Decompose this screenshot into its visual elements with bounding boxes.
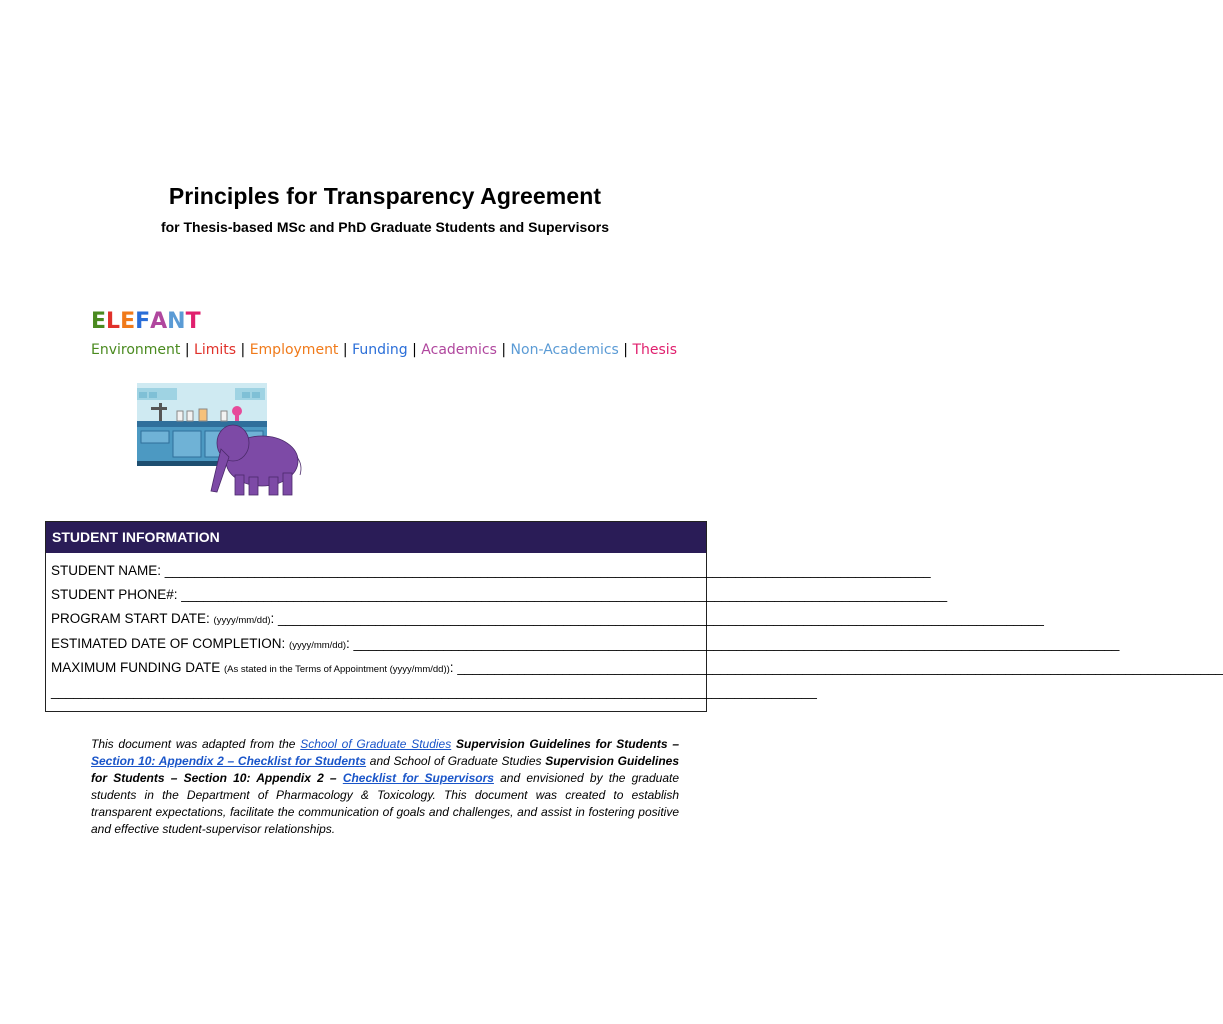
elefant-item: Academics <box>421 342 497 358</box>
student-phone-field[interactable]: STUDENT PHONE#: ______________________________________________________________________________________________________ <box>51 587 948 602</box>
elefant-item: Environment <box>91 342 181 358</box>
checklist-for-students-link[interactable]: Section 10: Appendix 2 – Checklist for Students <box>91 754 367 768</box>
elefant-separator: | <box>496 342 511 358</box>
elefant-separator: | <box>407 342 422 358</box>
elefant-separator: | <box>618 342 633 358</box>
elefant-letter: A <box>150 309 168 334</box>
elefant-letter: E <box>91 309 107 334</box>
lab-elephant-illustration <box>137 383 307 498</box>
program-start-date-field[interactable]: PROGRAM START DATE: (yyyy/mm/dd): ______________________________________________________________________________________________________ <box>51 611 1044 626</box>
document-title: Principles for Transparency Agreement <box>168 183 602 209</box>
elefant-separator: | <box>180 342 195 358</box>
document-subtitle: for Thesis-based MSc and PhD Graduate Students and Supervisors <box>160 219 610 235</box>
elefant-separator: | <box>338 342 353 358</box>
elefant-item: Limits <box>194 342 237 358</box>
elefant-item: Thesis <box>632 342 677 358</box>
elefant-acronym <box>91 309 201 334</box>
additional-blank-line[interactable]: ______________________________________________________________________________________________________ <box>51 684 817 699</box>
school-of-graduate-studies-link[interactable]: School of Graduate Studies <box>300 737 452 751</box>
elefant-expansion <box>91 342 677 358</box>
elefant-letter: F <box>135 309 151 334</box>
elefant-item: Employment <box>249 342 339 358</box>
adaptation-note-paragraph: This document was adapted from the School of Graduate Studies Supervision Guidelines for Students – Section 10: Appendix 2 – Checklist for Students and School of Graduate Studies Supervision Guidelines for Students – Section 10: Appendix 2 – Checklist for Supervisors and envisioned by the graduate students in the Department of Pharmacology & Toxicology. This document was created to establish transparent expectations, facilitate the communication of goals and challenges, and assist in fostering positive and effective student-supervisor relationships. <box>91 737 680 836</box>
student-name-field[interactable]: STUDENT NAME: ______________________________________________________________________________________________________ <box>51 563 931 578</box>
checklist-for-supervisors-link[interactable]: Checklist for Supervisors <box>342 771 494 785</box>
elefant-letter: N <box>167 309 186 334</box>
estimated-completion-date-field[interactable]: ESTIMATED DATE OF COMPLETION: (yyyy/mm/dd): ______________________________________________________________________________________________________ <box>51 636 1120 651</box>
elefant-letter: L <box>106 309 121 334</box>
elefant-letter: E <box>120 309 136 334</box>
elefant-separator: | <box>236 342 250 358</box>
maximum-funding-date-field[interactable]: MAXIMUM FUNDING DATE (As stated in the Terms of Appointment (yyyy/mm/dd)): ______________________________________________________________________________________________________ <box>51 660 1223 675</box>
student-information-box <box>45 521 1223 712</box>
elefant-letter: T <box>185 309 201 334</box>
elefant-item: Funding <box>352 342 408 358</box>
student-information-header: STUDENT INFORMATION <box>46 522 706 553</box>
elefant-item: Non-Academics <box>510 342 619 358</box>
